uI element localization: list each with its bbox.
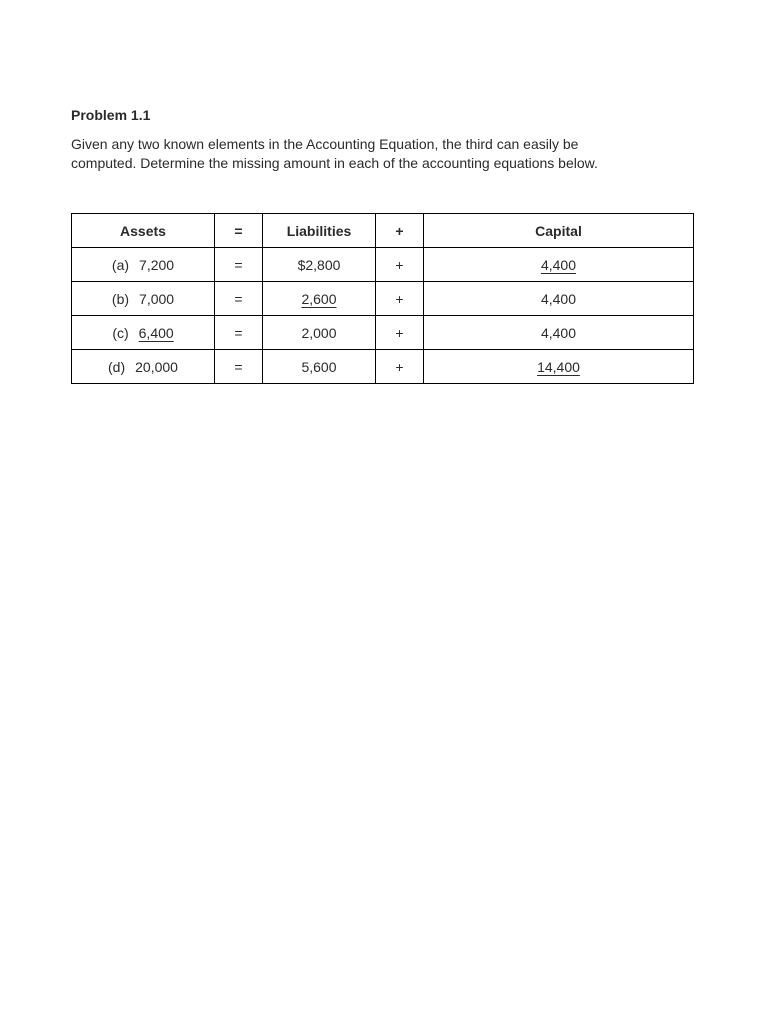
- assets-cell: [72, 282, 215, 316]
- assets-answer: 6,400: [138, 324, 174, 341]
- liabilities-answer: 2,600: [301, 290, 337, 307]
- plus-cell: +: [376, 248, 424, 282]
- equals-cell: =: [215, 282, 263, 316]
- plus-cell: +: [376, 350, 424, 384]
- liabilities-cell: [263, 282, 376, 316]
- table-header-row: [72, 214, 694, 248]
- assets-cell: [72, 316, 215, 350]
- header-assets: Assets: [72, 214, 215, 248]
- assets-value: 20,000: [135, 358, 178, 375]
- equals-cell: =: [215, 248, 263, 282]
- problem-instructions: [71, 135, 694, 173]
- capital-answer: 14,400: [537, 358, 580, 375]
- table-row: [72, 350, 694, 384]
- plus-cell: +: [376, 316, 424, 350]
- equals-cell: =: [215, 316, 263, 350]
- header-capital: Capital: [424, 214, 694, 248]
- liabilities-cell: 5,600: [263, 350, 376, 384]
- capital-answer: 4,400: [540, 256, 577, 273]
- capital-cell: [424, 350, 694, 384]
- header-equals: =: [215, 214, 263, 248]
- capital-cell: 4,400: [424, 316, 694, 350]
- equals-cell: =: [215, 350, 263, 384]
- capital-cell: [424, 248, 694, 282]
- row-label: (d): [108, 358, 126, 375]
- capital-cell: 4,400: [424, 282, 694, 316]
- row-label: (a): [111, 256, 130, 273]
- liabilities-cell: $2,800: [263, 248, 376, 282]
- problem-title: Problem 1.1: [71, 107, 151, 123]
- assets-cell: [72, 350, 215, 384]
- document-page: [71, 105, 694, 384]
- liabilities-cell: 2,000: [263, 316, 376, 350]
- instructions-line-2: computed. Determine the missing amount in each of the accounting equations below.: [71, 155, 598, 171]
- row-label: (b): [111, 290, 130, 307]
- table-row: [72, 248, 694, 282]
- instructions-line-1: Given any two known elements in the Accounting Equation, the third can easily be: [71, 136, 579, 152]
- header-plus: +: [376, 214, 424, 248]
- assets-value: 7,200: [139, 256, 175, 273]
- plus-cell: +: [376, 282, 424, 316]
- row-label: (c): [112, 324, 129, 341]
- header-liabilities: Liabilities: [263, 214, 376, 248]
- assets-value: 7,000: [139, 290, 175, 307]
- table-row: [72, 282, 694, 316]
- accounting-equation-table: [71, 213, 694, 384]
- table-row: [72, 316, 694, 350]
- assets-cell: [72, 248, 215, 282]
